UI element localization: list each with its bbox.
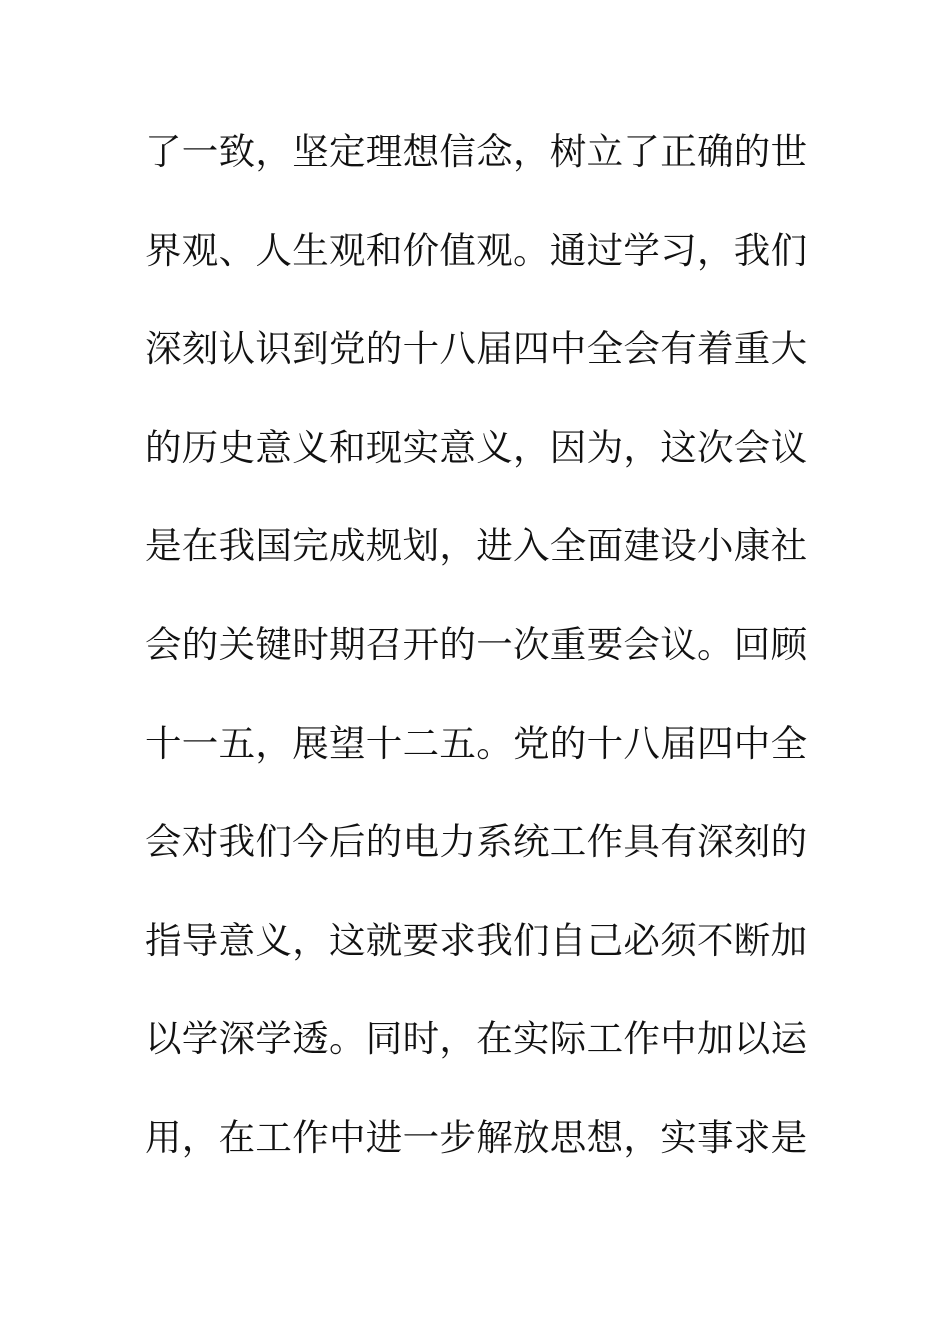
text-line-9: 指导意义，这就要求我们自己必须不断加	[145, 918, 808, 962]
text-line-3: 深刻认识到党的十八届四中全会有着重大	[145, 327, 808, 371]
text-line-7: 十一五，展望十二五。党的十八届四中全	[145, 721, 808, 765]
text-line-4: 的历史意义和现实意义，因为，这次会议	[145, 425, 808, 469]
text-line-1: 了一致，坚定理想信念，树立了正确的世	[145, 130, 808, 173]
text-line-2: 界观、人生观和价值观。通过学习，我们	[145, 228, 808, 272]
text-line-6: 会的关键时期召开的一次重要会议。回顾	[145, 622, 808, 666]
text-line-10: 以学深学透。同时，在实际工作中加以运	[145, 1017, 808, 1061]
text-line-8: 会对我们今后的电力系统工作具有深刻的	[145, 820, 808, 864]
body-text	[145, 124, 815, 1209]
text-line-11: 用，在工作中进一步解放思想，实事求是	[145, 1115, 808, 1159]
text-line-5: 是在我国完成规划，进入全面建设小康社	[145, 524, 808, 568]
